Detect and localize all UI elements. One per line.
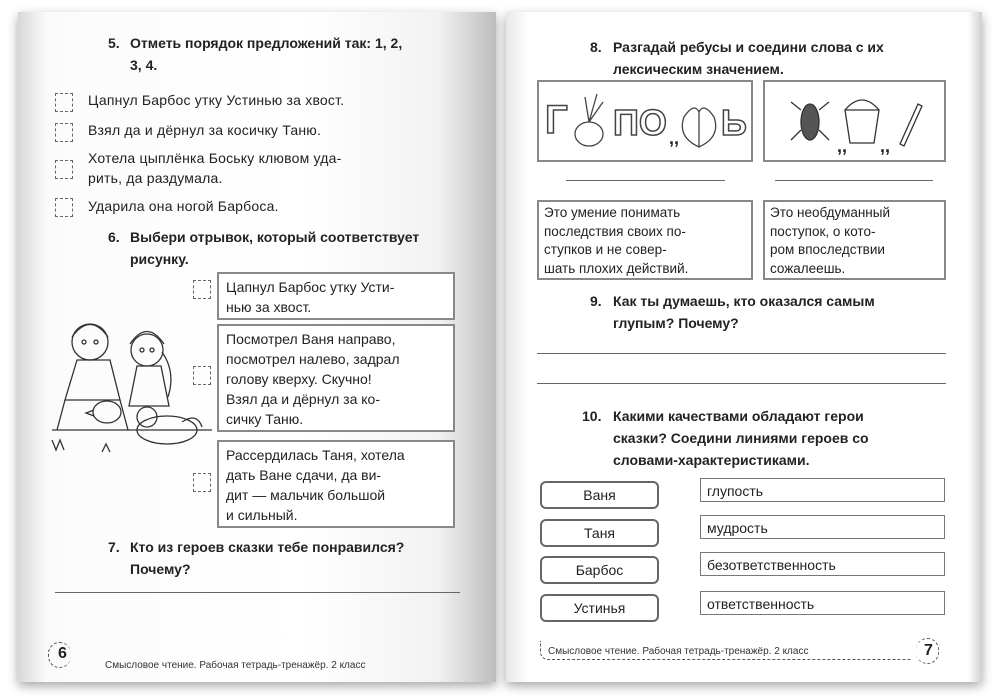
task-10-line2: сказки? Соедини линиями героев со <box>613 430 869 446</box>
answer-line[interactable] <box>537 383 946 384</box>
task-5-line1: Отметь порядок предложений так: 1, 2, <box>130 35 403 51</box>
leaf-icon <box>679 102 719 152</box>
rebus-commas: ,, <box>837 136 848 156</box>
footer-right: Смысловое чтение. Рабочая тетрадь-тренажёр. 2 класс <box>548 646 809 657</box>
definition-line: последствия своих по- <box>544 223 686 239</box>
definition-line: ступков и не совер- <box>544 242 667 257</box>
excerpt-3-line: Рассердилась Таня, хотела <box>226 447 405 463</box>
task-7-line2: Почему? <box>130 561 191 577</box>
rebus-box-1 <box>537 80 753 162</box>
page-number-left: 6 <box>58 645 67 662</box>
excerpt-3-line: и сильный. <box>226 507 298 523</box>
excerpt-2-line: сичку Таню. <box>226 411 304 427</box>
task-5-title <box>130 32 402 76</box>
task-6-title <box>130 226 419 270</box>
task-8-line1: Разгадай ребусы и соедини слова с их <box>613 39 884 55</box>
sentence-4: Ударила она ногой Барбоса. <box>88 198 279 214</box>
definition-line: сожалеешь. <box>770 260 846 276</box>
page-number-right: 7 <box>924 642 933 659</box>
task-8-line2: лексическим значением. <box>613 61 784 77</box>
quality-wisdom[interactable]: мудрость <box>700 515 945 539</box>
definition-box-1 <box>537 200 753 280</box>
rebus-letter: Ь <box>721 102 747 143</box>
rebus-commas: ,, <box>880 136 891 156</box>
task-5-number: 5. <box>108 35 120 51</box>
excerpt-box-3 <box>217 440 455 528</box>
rebus-box-2 <box>763 80 946 162</box>
page-number-decoration <box>48 642 71 668</box>
quality-irresponsibility[interactable]: безответственность <box>700 552 945 576</box>
task-6-line1: Выбери отрывок, который соответствует <box>130 229 420 245</box>
quality-responsibility[interactable]: ответственность <box>700 591 945 615</box>
task-10-number: 10. <box>582 408 602 424</box>
excerpt-1-line: Цапнул Барбос утку Усти- <box>226 279 395 295</box>
order-checkbox-2[interactable] <box>55 123 73 142</box>
answer-line[interactable] <box>55 592 460 593</box>
task-10-line3: словами-характеристиками. <box>613 452 810 468</box>
excerpt-2-line: Посмотрел Ваня направо, <box>226 331 396 347</box>
hero-ustinya[interactable]: Устинья <box>540 594 659 622</box>
definition-line: поступок, о кото- <box>770 223 876 239</box>
order-checkbox-1[interactable] <box>55 93 73 112</box>
rebus-letter: Г <box>545 98 568 142</box>
order-checkbox-4[interactable] <box>55 198 73 217</box>
definition-line: шать плохих действий. <box>544 260 689 276</box>
definition-line: ром впоследствии <box>770 242 885 257</box>
excerpt-box-1 <box>217 272 455 320</box>
task-10-line1: Какими качествами обладают герои <box>613 408 864 424</box>
definition-box-2 <box>763 200 946 280</box>
fly-bucket-brush-icons <box>785 92 935 150</box>
excerpt-checkbox-3[interactable] <box>193 473 211 492</box>
sentence-1: Цапнул Барбос утку Устинью за хвост. <box>88 92 345 108</box>
task-9-line2: глупым? Почему? <box>613 315 739 331</box>
task-7-number: 7. <box>108 539 120 555</box>
excerpt-checkbox-2[interactable] <box>193 366 211 385</box>
task-8-title <box>613 36 884 80</box>
excerpt-2-line: Взял да и дёрнул за ко- <box>226 391 380 407</box>
order-checkbox-3[interactable] <box>55 160 73 179</box>
task-9-title <box>613 290 875 334</box>
definition-line: Это умение понимать <box>544 205 681 220</box>
task-8-number: 8. <box>590 39 602 55</box>
rebus-answer-line-1[interactable] <box>566 180 725 181</box>
rebus-letters: ПО <box>613 102 667 143</box>
excerpt-3-line: дит — мальчик большой <box>226 487 386 503</box>
page-number-decoration <box>916 638 939 664</box>
onion-icon <box>571 90 611 150</box>
footer-left: Смысловое чтение. Рабочая тетрадь-тренажёр. 2 класс <box>105 660 366 671</box>
children-dog-birds-illustration <box>42 312 217 462</box>
sentence-3-line1: Хотела цыплёнка Боську клювом уда- <box>88 150 342 166</box>
sentence-2: Взял да и дёрнул за косичку Таню. <box>88 122 322 138</box>
task-9-line1: Как ты думаешь, кто оказался самым <box>613 293 875 309</box>
sentence-3-line2: рить, да раздумала. <box>88 170 223 186</box>
task-9-number: 9. <box>590 293 602 309</box>
quality-stupidity[interactable]: глупость <box>700 478 945 502</box>
hero-tanya[interactable]: Таня <box>540 519 659 547</box>
excerpt-3-line: дать Ване сдачи, да ви- <box>226 467 382 483</box>
task-7-title <box>130 536 404 580</box>
task-5-line2: 3, 4. <box>130 57 158 73</box>
rebus-commas: ,, <box>669 128 680 148</box>
task-10-title <box>613 405 869 471</box>
answer-line[interactable] <box>537 353 946 354</box>
rebus-answer-line-2[interactable] <box>775 180 933 181</box>
task-6-number: 6. <box>108 229 120 245</box>
excerpt-1-line: нью за хвост. <box>226 299 312 315</box>
excerpt-checkbox-1[interactable] <box>193 280 211 299</box>
excerpt-box-2 <box>217 324 455 432</box>
excerpt-2-line: посмотрел налево, задрал <box>226 351 400 367</box>
hero-barbos[interactable]: Барбос <box>540 556 659 584</box>
task-7-line1: Кто из героев сказки тебе понравился? <box>130 539 405 555</box>
definition-line: Это необдуманный <box>770 205 891 220</box>
excerpt-2-line: голову кверху. Скучно! <box>226 371 372 387</box>
task-6-line2: рисунку. <box>130 251 189 267</box>
hero-vanya[interactable]: Ваня <box>540 481 659 509</box>
